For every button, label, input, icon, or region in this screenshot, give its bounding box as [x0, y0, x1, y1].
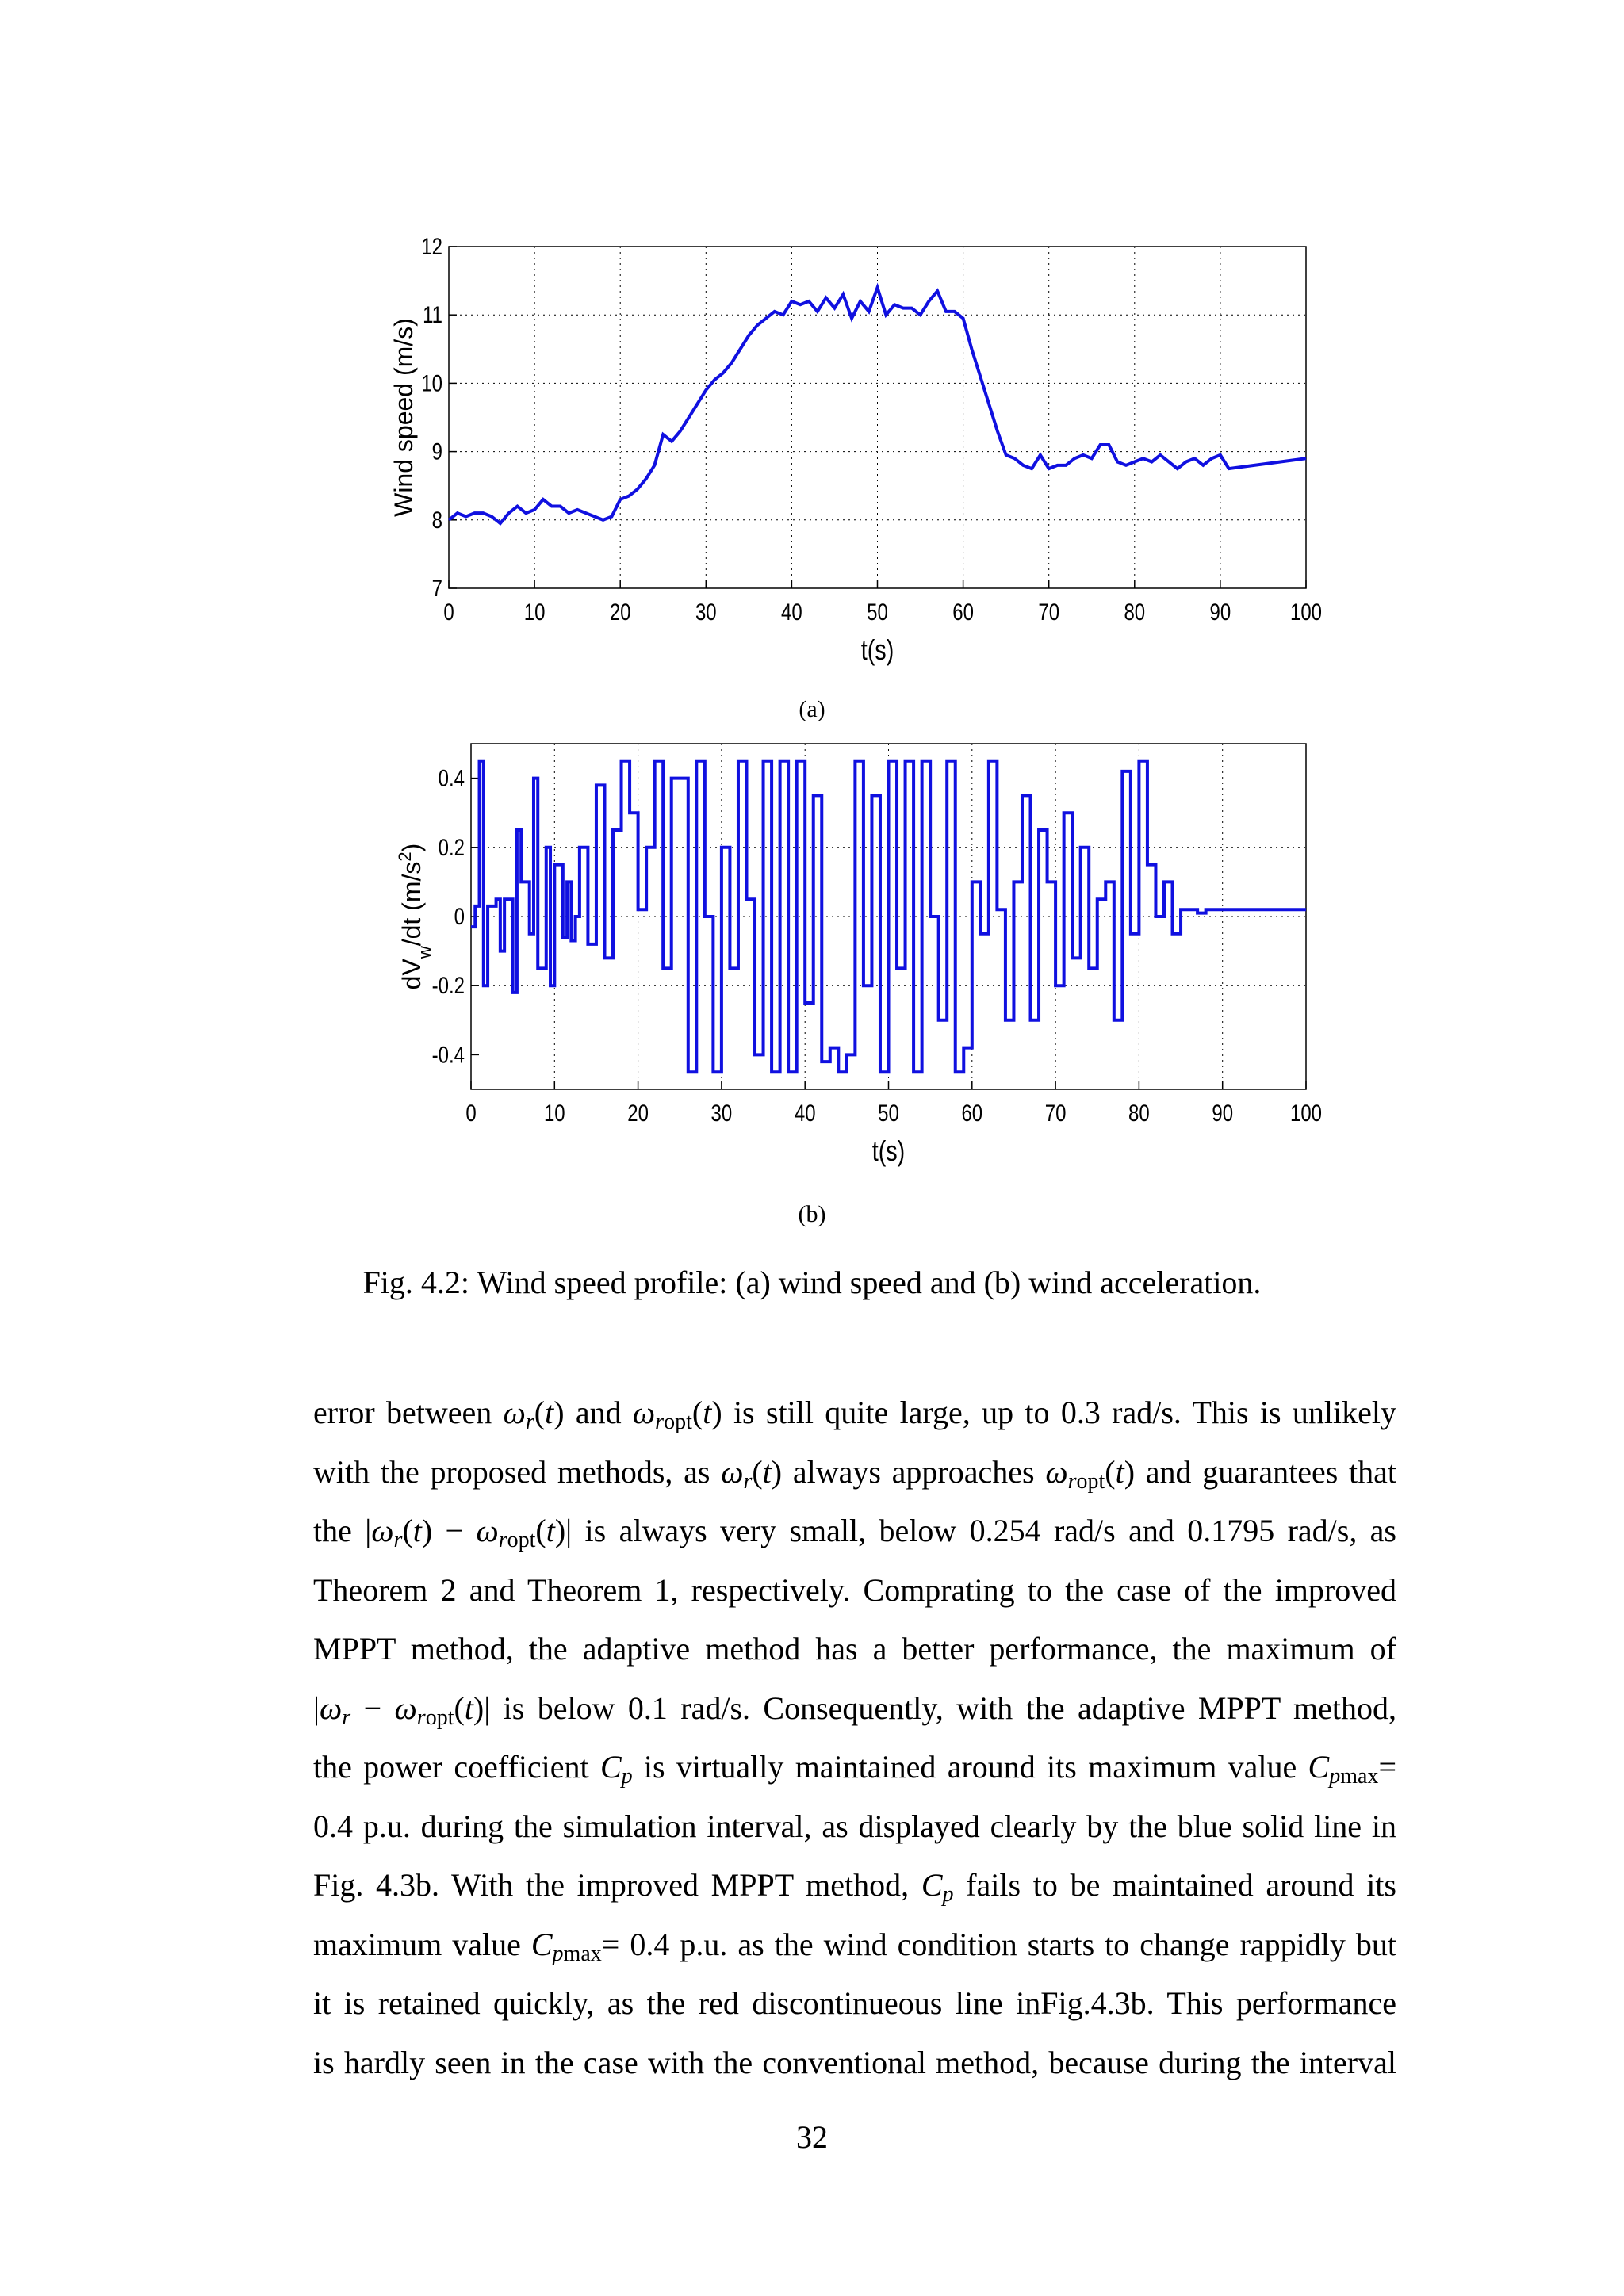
x-axis-label: t(s) — [860, 633, 894, 666]
x-tick-label: 50 — [867, 598, 888, 626]
y-tick-label: -0.2 — [431, 971, 465, 999]
y-axis-label: $dV_w/dt$ $(m/s^2)$ — [394, 843, 435, 990]
y-axis-label: Wind speed (m/s) — [389, 318, 418, 517]
x-axis-label: t(s) — [871, 1134, 906, 1167]
x-tick-label: 20 — [609, 598, 631, 626]
y-tick-label: 10 — [421, 369, 442, 397]
x-tick-label: 80 — [1128, 1099, 1150, 1127]
x-tick-label: 60 — [952, 598, 974, 626]
y-tick-label: 7 — [431, 574, 442, 602]
x-tick-label: 70 — [1044, 1099, 1067, 1127]
x-tick-label: 70 — [1038, 598, 1060, 626]
y-tick-label: 0 — [454, 902, 465, 930]
data-series-line — [471, 761, 1306, 1072]
y-tick-label: 12 — [421, 232, 442, 260]
y-tick-label: -0.4 — [431, 1040, 465, 1069]
x-tick-label: 80 — [1124, 598, 1146, 626]
x-tick-label: 10 — [523, 598, 546, 626]
y-tick-label: 0.2 — [438, 833, 465, 861]
data-series-line — [449, 288, 1306, 523]
x-tick-label: 90 — [1209, 598, 1231, 626]
y-tick-label: 11 — [423, 300, 442, 328]
x-tick-label: 40 — [794, 1099, 816, 1127]
y-tick-label: 8 — [431, 506, 442, 534]
x-tick-label: 30 — [695, 598, 717, 626]
x-tick-label: 90 — [1212, 1099, 1234, 1127]
x-tick-label: 0 — [443, 598, 454, 626]
x-tick-label: 100 — [1289, 1099, 1323, 1127]
x-tick-label: 100 — [1289, 598, 1323, 626]
x-tick-label: 60 — [961, 1099, 983, 1127]
y-tick-label: 0.4 — [438, 763, 465, 792]
x-tick-label: 10 — [543, 1099, 565, 1127]
x-tick-label: 30 — [710, 1099, 733, 1127]
body-paragraph: error between $\omega_r(t)$ and $\omega_{ropt}(t)$ is still quite large, up to 0.3 rad/s. This is unlikely with the proposed methods, as $\omega_r(t)$ always approaches $\omega_{ropt}(t)$ and guarantees that the $|\omega_r(t) - \omega_{ropt}(t)|$ is always very small, below 0.254 rad/s and 0.1795 rad/s, as Theorem 2 and Theorem 1, respectively. Comprating to the case of the improved MPPT method, the adaptive method has a better performance, the maximum of $|\omega_r - \omega_{ropt}(t)|$ is below 0.1 rad/s. Consequently, with the adaptive MPPT method, the power coefficient $C_p$ is virtually maintained around its maximum value $C_{pmax}=$ 0.4 p.u. during the simulation interval, as displayed clearly by the blue solid line in Fig. 4.3b. With the improved MPPT method, $C_p$ fails to be maintained around its maximum value $C_{pmax}= 0.4$ p.u. as the wind condition starts to change rappidly but it is retained quickly, as the red discontinueous line inFig.4.3b. This performance is hardly seen in the case with the conventional method, because during the interval — [313, 1395, 1397, 2080]
panel-label-b: (b) — [798, 1201, 826, 1227]
figure-caption: Fig. 4.2: Wind speed profile: (a) wind speed and (b) wind acceleration. — [362, 1265, 1262, 1300]
x-tick-label: 0 — [465, 1099, 477, 1127]
y-tick-label: 9 — [431, 437, 442, 465]
x-tick-label: 50 — [878, 1099, 899, 1127]
page-number: 32 — [796, 2119, 828, 2155]
panel-label-a: (a) — [799, 696, 825, 722]
x-tick-label: 20 — [627, 1099, 649, 1127]
x-tick-label: 40 — [781, 598, 802, 626]
wind-acceleration-chart — [0, 729, 1624, 1189]
